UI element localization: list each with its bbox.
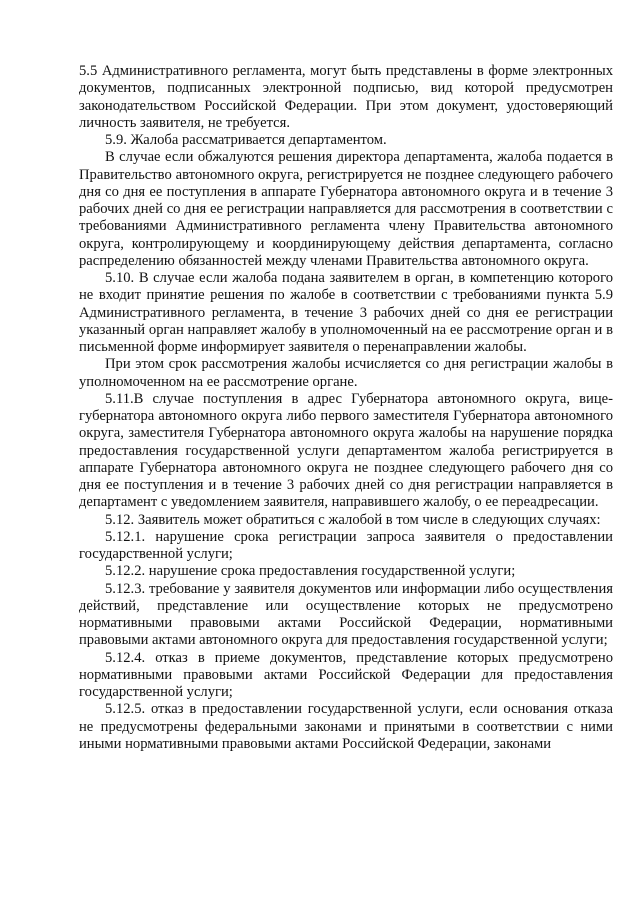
paragraph-5-10: 5.10. В случае если жалоба подана заявителем в орган, в компетенцию которого не входит принятие решения по жалобе в соответствии с требованиями пункта 5.9 Административного регламента, в течение 3 рабочих дней со дня ее регистрации указанный орган направляет жалобу в уполномоченный на ее рассмотрение орган и в письменной форме информирует заявителя о перенаправлении жалобы. [79,270,613,355]
paragraph-5-9: 5.9. Жалоба рассматривается департаментом. [105,132,387,148]
paragraph-continuation: 5.5 Административного регламента, могут быть представлены в форме электронных документов, подписанных электронной подписью, вид которой предусмотрен законодательством Российской Федерации. При этом документ, удостоверяющий личность заявителя, не требуется. [79,63,613,131]
paragraph-5-12: 5.12. Заявитель может обратиться с жалобой в том числе в следующих случаях: [105,511,601,528]
paragraph-review-period: При этом срок рассмотрения жалобы исчисляется со дня регистрации жалобы в уполномоченном на ее рассмотрение органе. [79,356,613,390]
paragraph-5-12-1: 5.12.1. нарушение срока регистрации запроса заявителя о предоставлении государственной услуги; [79,528,613,562]
paragraph-director-complaint: В случае если обжалуются решения директора департамента, жалоба подается в Правительство автономного округа, регистрируется не позднее следующего рабочего дня со дня ее поступления в аппарате Губернатора автономного округа и в течение 3 рабочих дней со дня ее регистрации направляется для рассмотрения в соответствии с требованиями Административного регламента члену Правительства автономного округа, контролирующему и координирующему действия департамента, согласно распределению обязанностей между членами Правительства автономного округа. [79,149,613,269]
paragraph-5-12-3: 5.12.3. требование у заявителя документов или информации либо осуществления действий, представление или осуществление которых не предусмотрено нормативными правовыми актами Российской Федерации, нормативными правовыми актами автономного округа для предоставления государственной услуги; [79,580,613,649]
document-body [79,63,613,753]
paragraph-5-12-2: 5.12.2. нарушение срока предоставления государственной услуги; [105,563,516,580]
paragraph-5-12-5: 5.12.5. отказ в предоставлении государственной услуги, если основания отказа не предусмотрены федеральными законами и принятыми в соответствии с ними иными нормативными правовыми актами Российской Федерации, законами [79,701,613,752]
paragraph-5-11: 5.11.В случае поступления в адрес Губернатора автономного округа, вице-губернатора автономного округа либо первого заместителя Губернатора автономного округа, заместителя Губернатора автономного округа жалобы на нарушение порядка предоставления государственной услуги департаментом жалоба регистрируется в аппарате Губернатора автономного округа не позднее следующего рабочего дня со дня ее поступления и в течение 3 рабочих дней со дня регистрации направляется в департамент с уведомлением заявителя, направившего жалобу, о ее переадресации. [79,390,613,511]
paragraph-5-12-4: 5.12.4. отказ в приеме документов, представление которых предусмотрено нормативными правовыми актами Российской Федерации для предоставления государственной услуги; [79,649,613,700]
